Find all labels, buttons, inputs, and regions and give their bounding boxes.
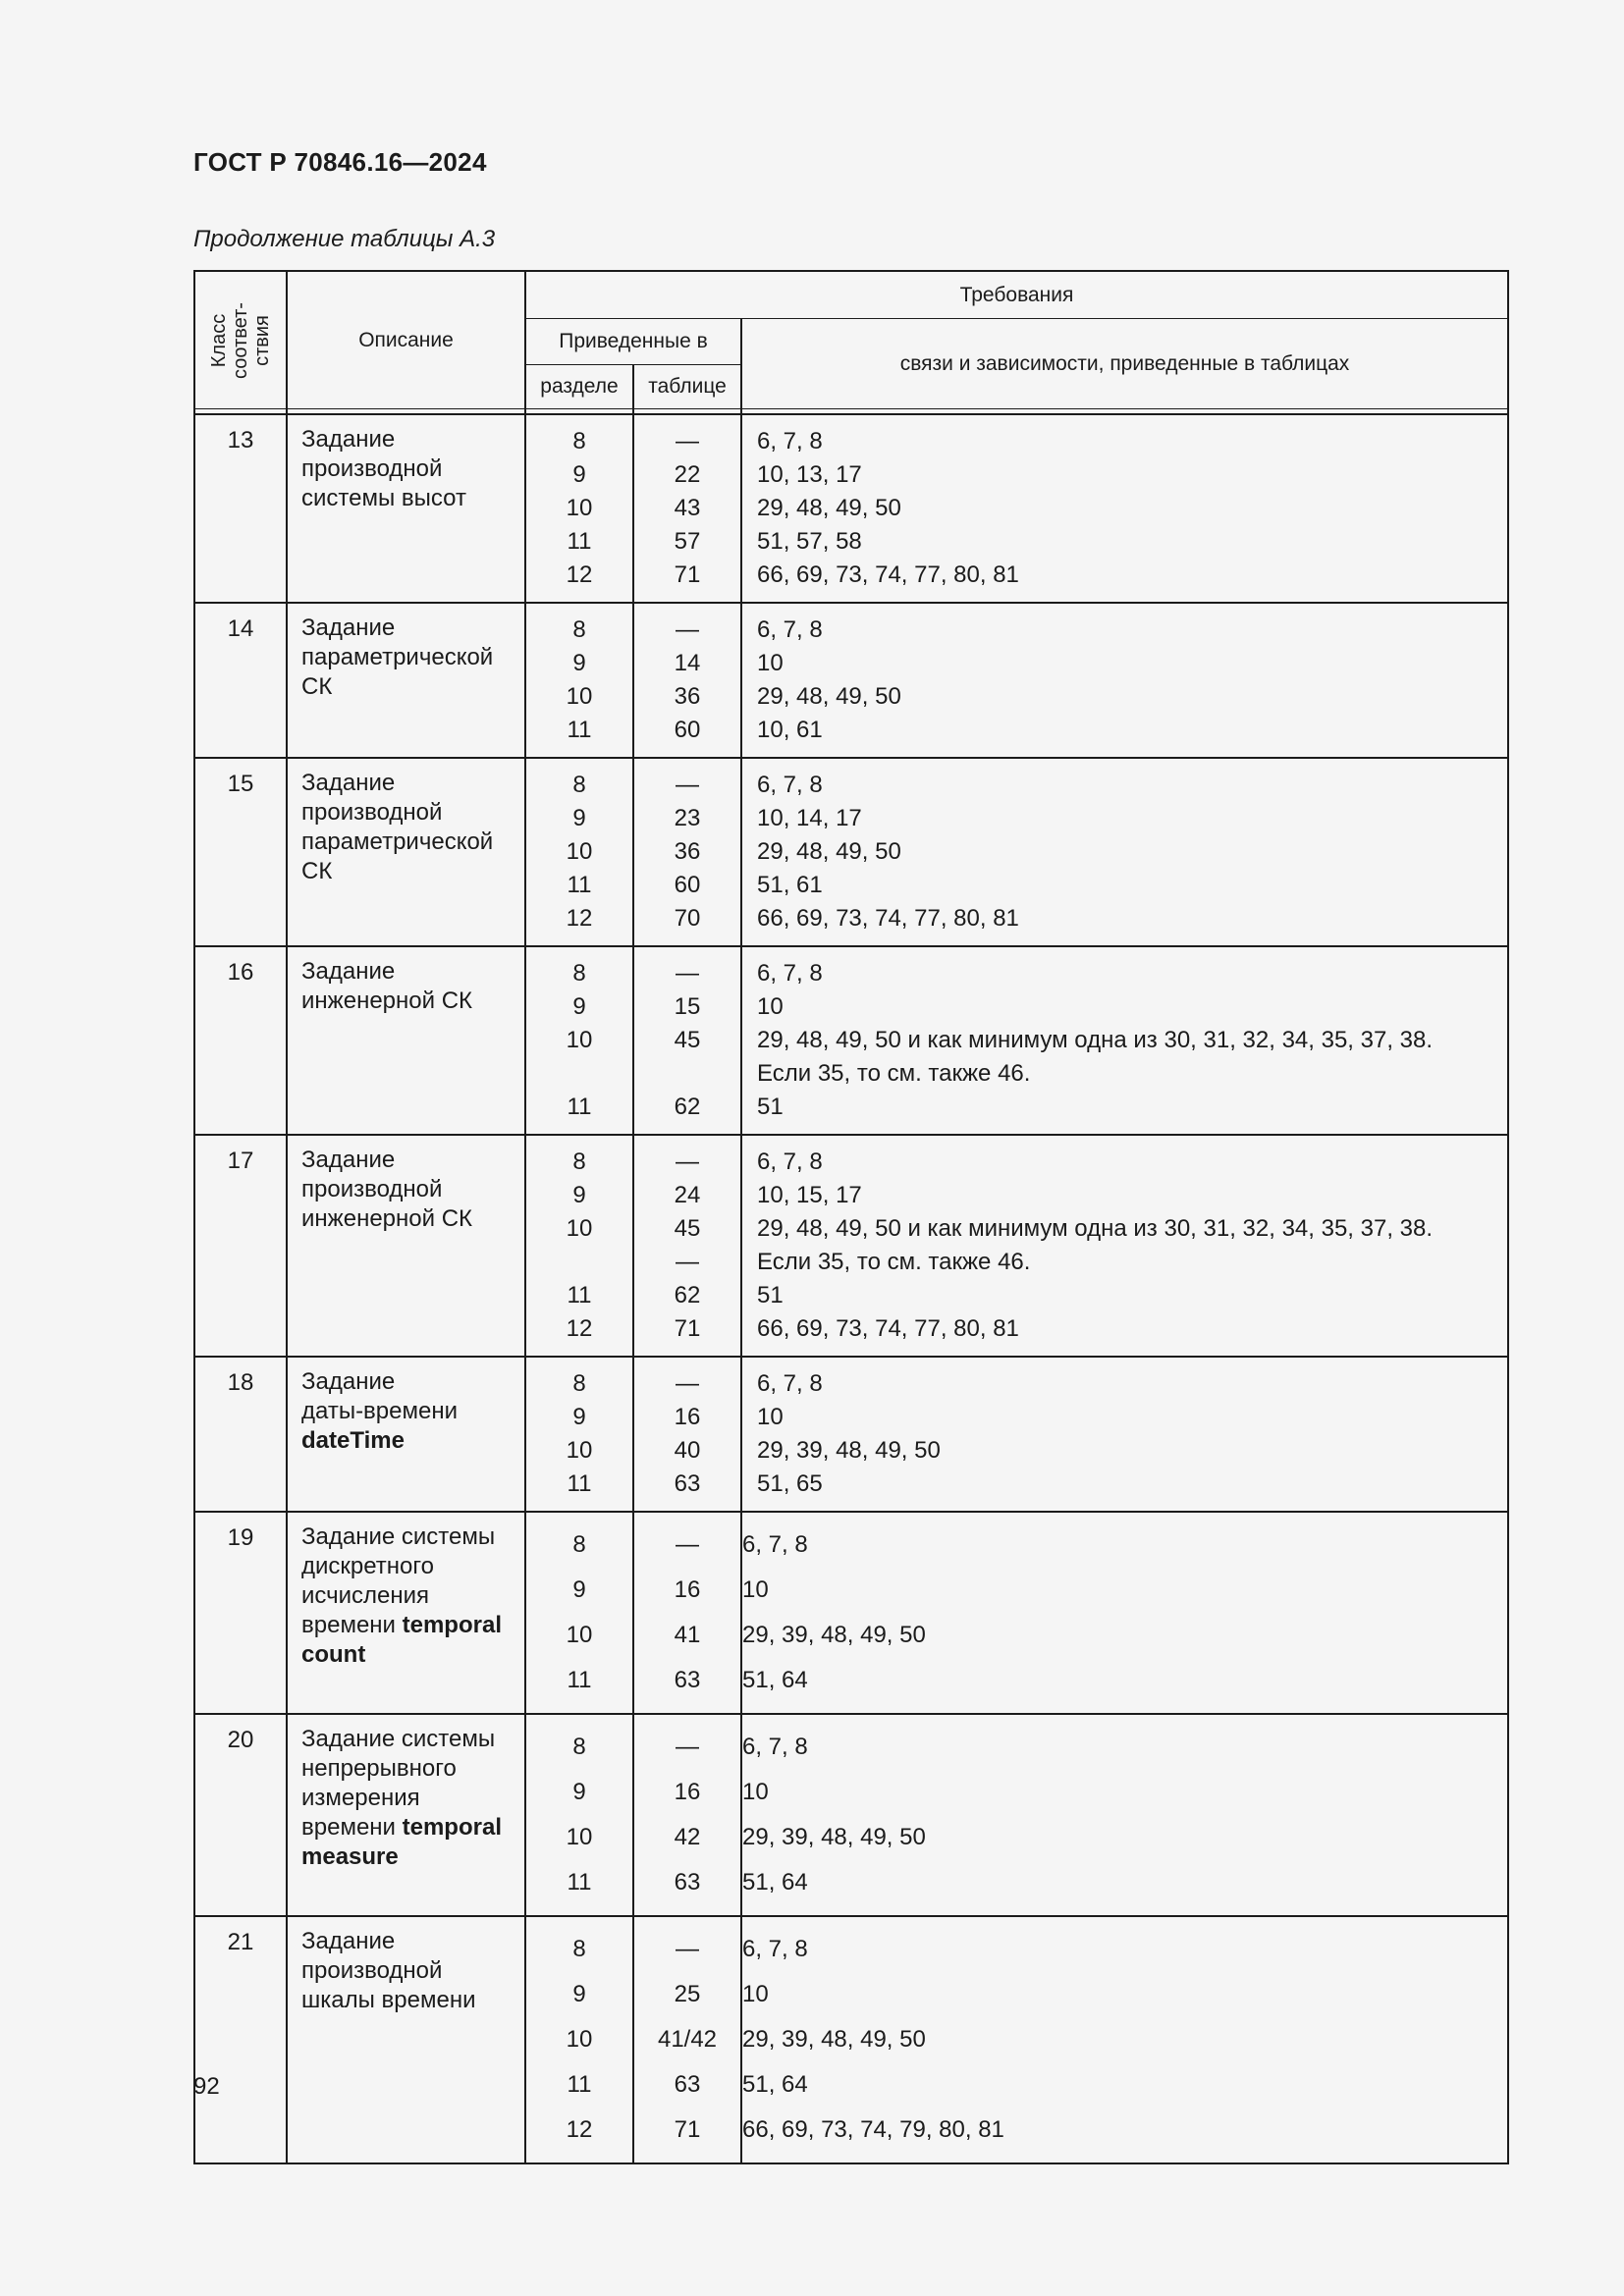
section-value: 8 (572, 1734, 586, 1760)
section-value: 8 (572, 960, 586, 987)
cell-klass: 16 (194, 946, 287, 1135)
table-value: 63 (674, 2071, 701, 2098)
description-text: производной (301, 799, 443, 826)
relations-value: 51, 61 (757, 872, 823, 898)
cell-description (287, 758, 525, 946)
relations-value: 10, 61 (757, 717, 823, 743)
header-klass-line-3: ствия (251, 314, 273, 366)
description-line (301, 484, 516, 513)
cell-section (525, 758, 633, 946)
section-value: 11 (567, 1667, 592, 1693)
section-value: 9 (572, 1981, 586, 2007)
header-requirements: Требования (525, 271, 1508, 319)
relations-value: 10, 14, 17 (757, 805, 862, 831)
description-line (301, 1581, 516, 1611)
table-value: 63 (674, 1470, 701, 1497)
cell-relations (741, 1135, 1508, 1357)
table-value: 25 (674, 1981, 701, 2007)
cell-klass: 20 (194, 1714, 287, 1916)
cell-table (633, 946, 741, 1135)
table-value: — (676, 1148, 699, 1175)
description-text: шкалы времени (301, 1987, 476, 2013)
requirements-table (193, 270, 1509, 2164)
description-text: времени (301, 1612, 396, 1638)
relations-value: 51, 57, 58 (757, 528, 862, 555)
table-value: 15 (674, 993, 701, 1020)
description-line (301, 1754, 516, 1784)
relations-value: 10 (742, 1779, 769, 1805)
relations-value: 10 (757, 1404, 784, 1430)
header-description: Описание (287, 271, 525, 409)
relations-value: 6, 7, 8 (757, 428, 823, 454)
section-value: 10 (566, 683, 593, 710)
table-value: 60 (674, 872, 701, 898)
description-line (301, 425, 516, 454)
section-value: 11 (567, 1282, 592, 1308)
cell-table (633, 1357, 741, 1512)
table-value: 45 (674, 1027, 701, 1053)
table-value: 71 (674, 561, 701, 588)
cell-description (287, 603, 525, 758)
cell-description (287, 1916, 525, 2163)
header-table: таблице (633, 365, 741, 409)
table-value: — (676, 428, 699, 454)
table-value: 60 (674, 717, 701, 743)
cell-description (287, 414, 525, 603)
section-value: 11 (567, 717, 592, 743)
section-value: 8 (572, 1531, 586, 1558)
description-line (301, 1204, 516, 1234)
cell-description (287, 1135, 525, 1357)
table-value: 63 (674, 1667, 701, 1693)
cell-klass: 18 (194, 1357, 287, 1512)
table-row (194, 1512, 1508, 1714)
relations-value: 10 (757, 993, 784, 1020)
description-text: СК (301, 673, 333, 700)
relations-value: 29, 48, 49, 50 и как минимум одна из 30, 31, 32, 34, 35, 37, 38. (757, 1027, 1434, 1053)
section-value: 8 (572, 428, 586, 454)
section-value: 9 (572, 805, 586, 831)
table-value: 22 (674, 461, 701, 488)
section-value: 10 (566, 495, 593, 521)
table-value: 45 (674, 1215, 701, 1242)
table-value: 57 (674, 528, 701, 555)
table-value: 71 (674, 2116, 701, 2143)
description-text: инженерной СК (301, 1205, 472, 1232)
section-value (526, 1057, 632, 1091)
section-value: 8 (572, 1148, 586, 1175)
description-text: производной (301, 455, 443, 482)
relations-value: 66, 69, 73, 74, 77, 80, 81 (757, 561, 1019, 588)
header-relations: связи и зависимости, приведенные в таблицах (741, 319, 1508, 409)
description-line (301, 957, 516, 987)
table-row (194, 946, 1508, 1135)
cell-relations (741, 1916, 1508, 2163)
table-row (194, 603, 1508, 758)
table-value: 24 (674, 1182, 701, 1208)
description-line (301, 857, 516, 886)
description-text: Задание (301, 958, 396, 985)
cell-klass: 15 (194, 758, 287, 946)
table-row (194, 1714, 1508, 1916)
relations-value: 29, 48, 49, 50 и как минимум одна из 30, 31, 32, 34, 35, 37, 38. (757, 1215, 1434, 1242)
document-code: ГОСТ Р 70846.16—2024 (193, 147, 487, 177)
section-value: 12 (566, 1315, 593, 1342)
description-text: параметрической (301, 644, 494, 670)
description-line (301, 1367, 516, 1397)
table-row (194, 1916, 1508, 2163)
description-text: измерения (301, 1785, 420, 1811)
cell-table (633, 758, 741, 946)
description-text: Задание (301, 1147, 396, 1173)
section-value: 8 (572, 772, 586, 798)
cell-table (633, 603, 741, 758)
cell-relations (741, 758, 1508, 946)
cell-description (287, 1714, 525, 1916)
table-header (194, 271, 1508, 414)
relations-value: 10 (757, 650, 784, 676)
description-line (301, 1813, 516, 1842)
relations-value: 6, 7, 8 (742, 1531, 808, 1558)
description-bold: count (301, 1641, 366, 1668)
header-section: разделе (525, 365, 633, 409)
table-value: — (676, 1734, 699, 1760)
description-text: Задание (301, 1928, 396, 1954)
section-value: 11 (567, 528, 592, 555)
cell-klass: 14 (194, 603, 287, 758)
table-value: 62 (674, 1282, 701, 1308)
relations-value: 66, 69, 73, 74, 77, 80, 81 (757, 1315, 1019, 1342)
description-text: Задание (301, 614, 396, 641)
relations-value: 10 (742, 1576, 769, 1603)
section-value: 9 (572, 1779, 586, 1805)
section-value: 9 (572, 1576, 586, 1603)
section-value: 12 (566, 905, 593, 932)
relations-value: 29, 39, 48, 49, 50 (742, 2026, 926, 2053)
table-value: — (676, 1936, 699, 1962)
section-value: 12 (566, 561, 593, 588)
description-line (301, 1986, 516, 2015)
description-line (301, 454, 516, 484)
relations-value: Если 35, то см. также 46. (757, 1060, 1031, 1087)
section-value: 11 (567, 872, 592, 898)
table-value: — (676, 1531, 699, 1558)
description-line (301, 1640, 516, 1670)
header-klass-line-1: Класс (208, 313, 230, 367)
description-bold-inline: temporal (402, 1814, 502, 1841)
section-value: 10 (566, 1027, 593, 1053)
description-line (301, 1175, 516, 1204)
description-line (301, 1842, 516, 1872)
relations-value: 29, 48, 49, 50 (757, 838, 901, 865)
cell-section (525, 1135, 633, 1357)
description-text: дискретного (301, 1553, 434, 1579)
description-line (301, 1552, 516, 1581)
description-line (301, 1146, 516, 1175)
description-line (301, 1784, 516, 1813)
table-value: 41/42 (657, 2026, 718, 2053)
description-text: Задание системы (301, 1726, 496, 1752)
description-text: параметрической (301, 828, 494, 855)
table-value: — (676, 772, 699, 798)
description-text: производной (301, 1957, 443, 1984)
relations-value: 10 (742, 1981, 769, 2007)
cell-klass: 13 (194, 414, 287, 603)
relations-value: 29, 39, 48, 49, 50 (757, 1437, 941, 1464)
relations-value: 29, 39, 48, 49, 50 (742, 1824, 926, 1850)
table-value: 40 (674, 1437, 701, 1464)
cell-klass: 21 (194, 1916, 287, 2163)
description-text: инженерной СК (301, 988, 472, 1014)
section-value: 10 (566, 1622, 593, 1648)
description-line (301, 643, 516, 672)
cell-relations (741, 414, 1508, 603)
description-text: даты-времени (301, 1398, 459, 1424)
table-value: 14 (674, 650, 701, 676)
table-value (634, 1057, 740, 1091)
cell-table (633, 1714, 741, 1916)
section-value: 9 (572, 650, 586, 676)
description-line (301, 987, 516, 1016)
table-row (194, 1357, 1508, 1512)
cell-description (287, 1357, 525, 1512)
section-value: 11 (567, 1094, 592, 1120)
header-klass (194, 271, 287, 409)
section-value: 10 (566, 1824, 593, 1850)
cell-section (525, 1916, 633, 2163)
header-klass-line-2: соответ- (230, 301, 251, 379)
relations-value: 51 (757, 1282, 784, 1308)
table-value: 43 (674, 495, 701, 521)
description-line (301, 769, 516, 798)
section-value: 10 (566, 1437, 593, 1464)
header-given-in: Приведенные в (525, 319, 741, 365)
description-line (301, 1522, 516, 1552)
description-text: времени (301, 1814, 396, 1841)
section-value: 9 (572, 461, 586, 488)
relations-value: 29, 48, 49, 50 (757, 495, 901, 521)
section-value: 9 (572, 1404, 586, 1430)
description-line (301, 828, 516, 857)
cell-table (633, 1512, 741, 1714)
relations-value: 6, 7, 8 (757, 1370, 823, 1397)
section-value: 10 (566, 1215, 593, 1242)
table-value: — (676, 960, 699, 987)
cell-table (633, 1135, 741, 1357)
description-bold-inline: temporal (402, 1612, 502, 1638)
relations-value: 6, 7, 8 (757, 616, 823, 643)
cell-description (287, 946, 525, 1135)
description-text: производной (301, 1176, 443, 1202)
table-value: 70 (674, 905, 701, 932)
relations-value: 66, 69, 73, 74, 77, 80, 81 (757, 905, 1019, 932)
table-caption: Продолжение таблицы А.3 (193, 226, 496, 252)
relations-value: 6, 7, 8 (742, 1734, 808, 1760)
description-line (301, 1956, 516, 1986)
cell-section (525, 1512, 633, 1714)
table-value: 62 (674, 1094, 701, 1120)
relations-value: 51, 64 (742, 1869, 808, 1896)
description-line (301, 1725, 516, 1754)
relations-value: 66, 69, 73, 74, 79, 80, 81 (742, 2116, 1004, 2143)
cell-klass: 19 (194, 1512, 287, 1714)
cell-klass: 17 (194, 1135, 287, 1357)
table-value: 63 (674, 1869, 701, 1896)
relations-value: Если 35, то см. также 46. (757, 1249, 1031, 1275)
description-line (301, 1611, 516, 1640)
table-value: 36 (674, 838, 701, 865)
table-value: 16 (674, 1576, 701, 1603)
table-value: — (676, 616, 699, 643)
section-value: 8 (572, 1370, 586, 1397)
cell-section (525, 414, 633, 603)
description-text: Задание (301, 770, 396, 796)
description-text: системы высот (301, 485, 466, 511)
table-value: 23 (674, 805, 701, 831)
description-line (301, 1397, 516, 1426)
section-value: 11 (567, 1869, 592, 1896)
section-value (526, 1246, 632, 1279)
description-text: СК (301, 858, 333, 884)
relations-value: 51, 65 (757, 1470, 823, 1497)
relations-value: 29, 39, 48, 49, 50 (742, 1622, 926, 1648)
cell-relations (741, 1512, 1508, 1714)
relations-value: 10, 15, 17 (757, 1182, 862, 1208)
table-value: 16 (674, 1404, 701, 1430)
description-text: непрерывного (301, 1755, 457, 1782)
relations-value: 6, 7, 8 (742, 1936, 808, 1962)
cell-relations (741, 946, 1508, 1135)
section-value: 12 (566, 2116, 593, 2143)
table-value: 71 (674, 1315, 701, 1342)
table-value: — (676, 1249, 699, 1275)
section-value: 9 (572, 993, 586, 1020)
table-value: 36 (674, 683, 701, 710)
cell-table (633, 1916, 741, 2163)
description-text: Задание (301, 426, 396, 453)
table-value: 42 (674, 1824, 701, 1850)
description-text: Задание (301, 1368, 396, 1395)
cell-table (633, 414, 741, 603)
cell-section (525, 1714, 633, 1916)
relations-value: 51, 64 (742, 1667, 808, 1693)
relations-value: 6, 7, 8 (757, 1148, 823, 1175)
section-value: 10 (566, 838, 593, 865)
description-text: исчисления (301, 1582, 430, 1609)
cell-section (525, 1357, 633, 1512)
description-line (301, 798, 516, 828)
table-row (194, 414, 1508, 603)
table-row (194, 758, 1508, 946)
description-line (301, 1426, 516, 1456)
page-number: 92 (193, 2073, 220, 2100)
description-line (301, 672, 516, 702)
section-value: 9 (572, 1182, 586, 1208)
relations-value: 29, 48, 49, 50 (757, 683, 901, 710)
section-value: 8 (572, 616, 586, 643)
cell-relations (741, 1714, 1508, 1916)
table-row (194, 1135, 1508, 1357)
cell-section (525, 946, 633, 1135)
cell-relations (741, 603, 1508, 758)
section-value: 8 (572, 1936, 586, 1962)
relations-value: 6, 7, 8 (757, 960, 823, 987)
description-bold: dateTime (301, 1427, 405, 1454)
table-value: 16 (674, 1779, 701, 1805)
description-line (301, 614, 516, 643)
section-value: 10 (566, 2026, 593, 2053)
relations-value: 51 (757, 1094, 784, 1120)
description-line (301, 1927, 516, 1956)
relations-value: 10, 13, 17 (757, 461, 862, 488)
section-value: 11 (567, 2071, 592, 2098)
table-value: 41 (674, 1622, 701, 1648)
table-value: — (676, 1370, 699, 1397)
section-value: 11 (567, 1470, 592, 1497)
relations-value: 51, 64 (742, 2071, 808, 2098)
description-text: Задание системы (301, 1523, 496, 1550)
cell-section (525, 603, 633, 758)
cell-description (287, 1512, 525, 1714)
description-bold: measure (301, 1843, 399, 1870)
relations-value: 6, 7, 8 (757, 772, 823, 798)
cell-relations (741, 1357, 1508, 1512)
